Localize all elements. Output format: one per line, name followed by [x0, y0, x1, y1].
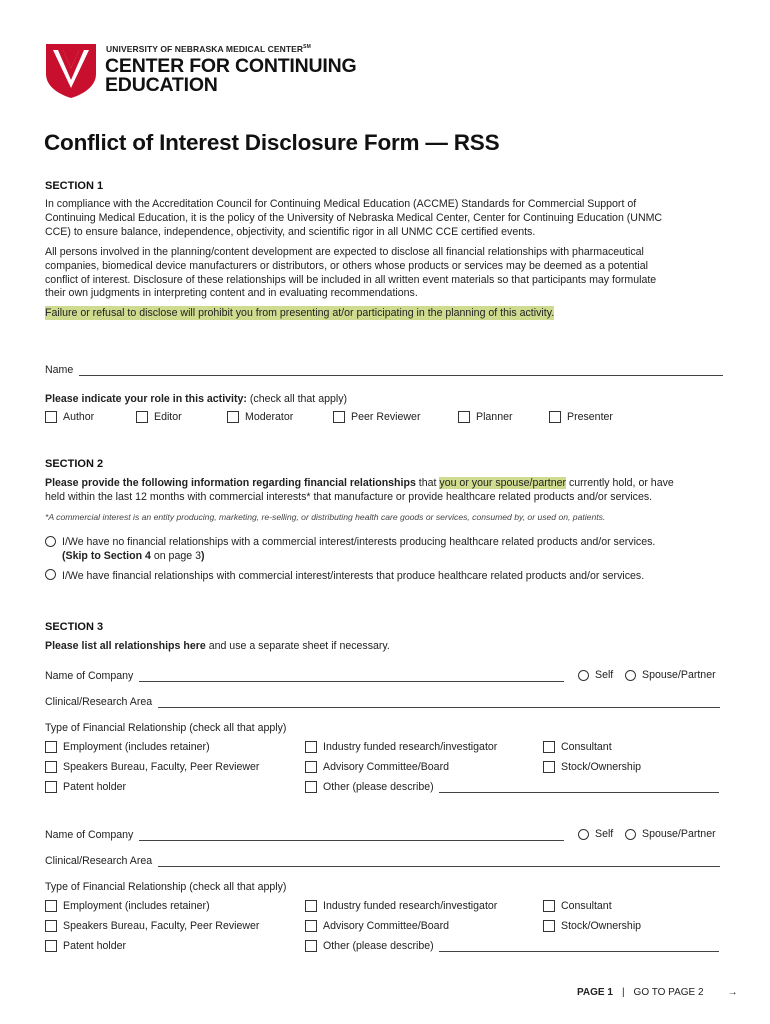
company-name-field-2[interactable]: Name of Company — [45, 829, 564, 841]
checkbox-icon[interactable] — [305, 741, 317, 753]
radio-icon[interactable] — [578, 829, 589, 840]
role-prompt: Please indicate your role in this activity: (check all that apply) — [45, 393, 348, 405]
checkbox-icon[interactable] — [305, 940, 317, 952]
clinical-area-field-1[interactable]: Clinical/Research Area — [45, 696, 720, 708]
self-radio-1[interactable]: Self — [578, 669, 613, 681]
footer-separator: | — [621, 987, 625, 998]
patent-holder-checkbox-1[interactable]: Patent holder — [45, 781, 126, 793]
advisory-committee-checkbox-1[interactable]: Advisory Committee/Board — [305, 761, 449, 773]
section2-prompt: Please provide the following information regarding financial relationships that you or your spouse/partner currently hold, or have held within the last 12 months with commercial interests* that manufacture or provide healthcare related products and/or services. — [45, 477, 674, 503]
section1-paragraph1: In compliance with the Accreditation Council for Continuing Medical Education (ACCME) Standards for Commercial Support of Continuing Medical Education, it is the policy of the University of Nebraska Medical Center, Center for Continuing Education (UNMC CCE) to ensure balance, independence, objectivity, and scientific rigor in all UNMC CCE certified events. — [45, 198, 663, 238]
checkbox-icon[interactable] — [543, 900, 555, 912]
checkbox-icon[interactable] — [45, 761, 57, 773]
checkbox-icon[interactable] — [45, 940, 57, 952]
employment-checkbox-1[interactable]: Employment (includes retainer) — [45, 741, 210, 753]
clinical-area-field-2[interactable]: Clinical/Research Area — [45, 855, 720, 867]
org-name: UNIVERSITY OF NEBRASKA MEDICAL CENTER℠ — [106, 44, 311, 54]
checkbox-icon[interactable] — [549, 411, 561, 423]
role-peer-reviewer-checkbox[interactable]: Peer Reviewer — [333, 411, 420, 423]
role-planner-checkbox[interactable]: Planner — [458, 411, 513, 423]
other-input-line[interactable] — [439, 942, 719, 952]
unmc-shield-logo — [44, 44, 98, 98]
section3-prompt: Please list all relationships here and use a separate sheet if necessary. — [45, 640, 390, 652]
checkbox-icon[interactable] — [45, 920, 57, 932]
section2-heading: SECTION 2 — [45, 458, 104, 470]
checkbox-icon[interactable] — [305, 761, 317, 773]
arrow-right-icon[interactable]: → — [727, 987, 738, 998]
other-checkbox-1[interactable]: Other (please describe) — [305, 781, 719, 793]
radio-icon[interactable] — [625, 670, 636, 681]
spouse-radio-2[interactable]: Spouse/Partner — [625, 828, 716, 840]
checkbox-icon[interactable] — [227, 411, 239, 423]
checkbox-icon[interactable] — [543, 761, 555, 773]
go-to-page-2-link[interactable]: GO TO PAGE 2 — [633, 987, 704, 998]
dept-name: CENTER FOR CONTINUING EDUCATION — [105, 55, 357, 96]
checkbox-icon[interactable] — [45, 781, 57, 793]
role-presenter-checkbox[interactable]: Presenter — [549, 411, 613, 423]
name-input-line[interactable] — [79, 366, 723, 376]
speakers-bureau-checkbox-2[interactable]: Speakers Bureau, Faculty, Peer Reviewer — [45, 920, 259, 932]
name-label: Name — [45, 364, 74, 376]
advisory-committee-checkbox-2[interactable]: Advisory Committee/Board — [305, 920, 449, 932]
area-input-line[interactable] — [158, 698, 720, 708]
stock-ownership-checkbox-2[interactable]: Stock/Ownership — [543, 920, 641, 932]
checkbox-icon[interactable] — [305, 781, 317, 793]
page-number: PAGE 1 — [577, 987, 613, 998]
commercial-interest-note: *A commercial interest is an entity producing, marketing, re-selling, or distributing health care goods or services, consumed by, or used on, patients. — [45, 512, 606, 522]
role-author-checkbox[interactable]: Author — [45, 411, 94, 423]
name-field[interactable] — [45, 364, 723, 376]
checkbox-icon[interactable] — [45, 900, 57, 912]
no-relationships-option[interactable]: I/We have no financial relationships with a commercial interest/interests producing healthcare related products and/or services. (Skip to Section 4 on page 3) — [45, 536, 655, 564]
checkbox-icon[interactable] — [458, 411, 470, 423]
disclosure-warning: Failure or refusal to disclose will prohibit you from presenting at/or participating in the planning of this activity. — [45, 307, 555, 319]
radio-icon[interactable] — [45, 536, 56, 547]
section1-paragraph2: All persons involved in the planning/content development are expected to disclose all financial relationships with pharmaceutical companies, biomedical device manufacturers or distributors, or others whose products or services may be deemed as a potential conflict of interest. Disclosure of these relationships will be included in all written event materials so that participants may formulate their own judgments in interpreting content and in evaluating recommendations. — [45, 246, 657, 300]
industry-research-checkbox-2[interactable]: Industry funded research/investigator — [305, 900, 497, 912]
has-relationships-option[interactable]: I/We have financial relationships with commercial interest/interests that produce healthcare related products and/or services. — [45, 569, 644, 582]
section3-heading: SECTION 3 — [45, 621, 104, 633]
consultant-checkbox-2[interactable]: Consultant — [543, 900, 612, 912]
relationship-type-label-2: Type of Financial Relationship (check all that apply) — [45, 881, 287, 893]
checkbox-icon[interactable] — [543, 920, 555, 932]
relationship-type-label-1: Type of Financial Relationship (check all that apply) — [45, 722, 287, 734]
form-title: Conflict of Interest Disclosure Form — RSS — [44, 130, 500, 155]
checkbox-icon[interactable] — [543, 741, 555, 753]
page-footer — [577, 987, 738, 998]
role-editor-checkbox[interactable]: Editor — [136, 411, 182, 423]
speakers-bureau-checkbox-1[interactable]: Speakers Bureau, Faculty, Peer Reviewer — [45, 761, 259, 773]
patent-holder-checkbox-2[interactable]: Patent holder — [45, 940, 126, 952]
section1-heading: SECTION 1 — [45, 180, 104, 192]
radio-icon[interactable] — [578, 670, 589, 681]
role-moderator-checkbox[interactable]: Moderator — [227, 411, 293, 423]
industry-research-checkbox-1[interactable]: Industry funded research/investigator — [305, 741, 497, 753]
consultant-checkbox-1[interactable]: Consultant — [543, 741, 612, 753]
checkbox-icon[interactable] — [45, 741, 57, 753]
other-input-line[interactable] — [439, 783, 719, 793]
checkbox-icon[interactable] — [305, 920, 317, 932]
self-radio-2[interactable]: Self — [578, 828, 613, 840]
checkbox-icon[interactable] — [305, 900, 317, 912]
area-input-line[interactable] — [158, 857, 720, 867]
company-name-field-1[interactable]: Name of Company — [45, 670, 564, 682]
checkbox-icon[interactable] — [333, 411, 345, 423]
radio-icon[interactable] — [625, 829, 636, 840]
radio-icon[interactable] — [45, 569, 56, 580]
other-checkbox-2[interactable]: Other (please describe) — [305, 940, 719, 952]
company-input-line[interactable] — [139, 672, 564, 682]
checkbox-icon[interactable] — [136, 411, 148, 423]
company-input-line[interactable] — [139, 831, 564, 841]
employment-checkbox-2[interactable]: Employment (includes retainer) — [45, 900, 210, 912]
checkbox-icon[interactable] — [45, 411, 57, 423]
stock-ownership-checkbox-1[interactable]: Stock/Ownership — [543, 761, 641, 773]
spouse-radio-1[interactable]: Spouse/Partner — [625, 669, 716, 681]
